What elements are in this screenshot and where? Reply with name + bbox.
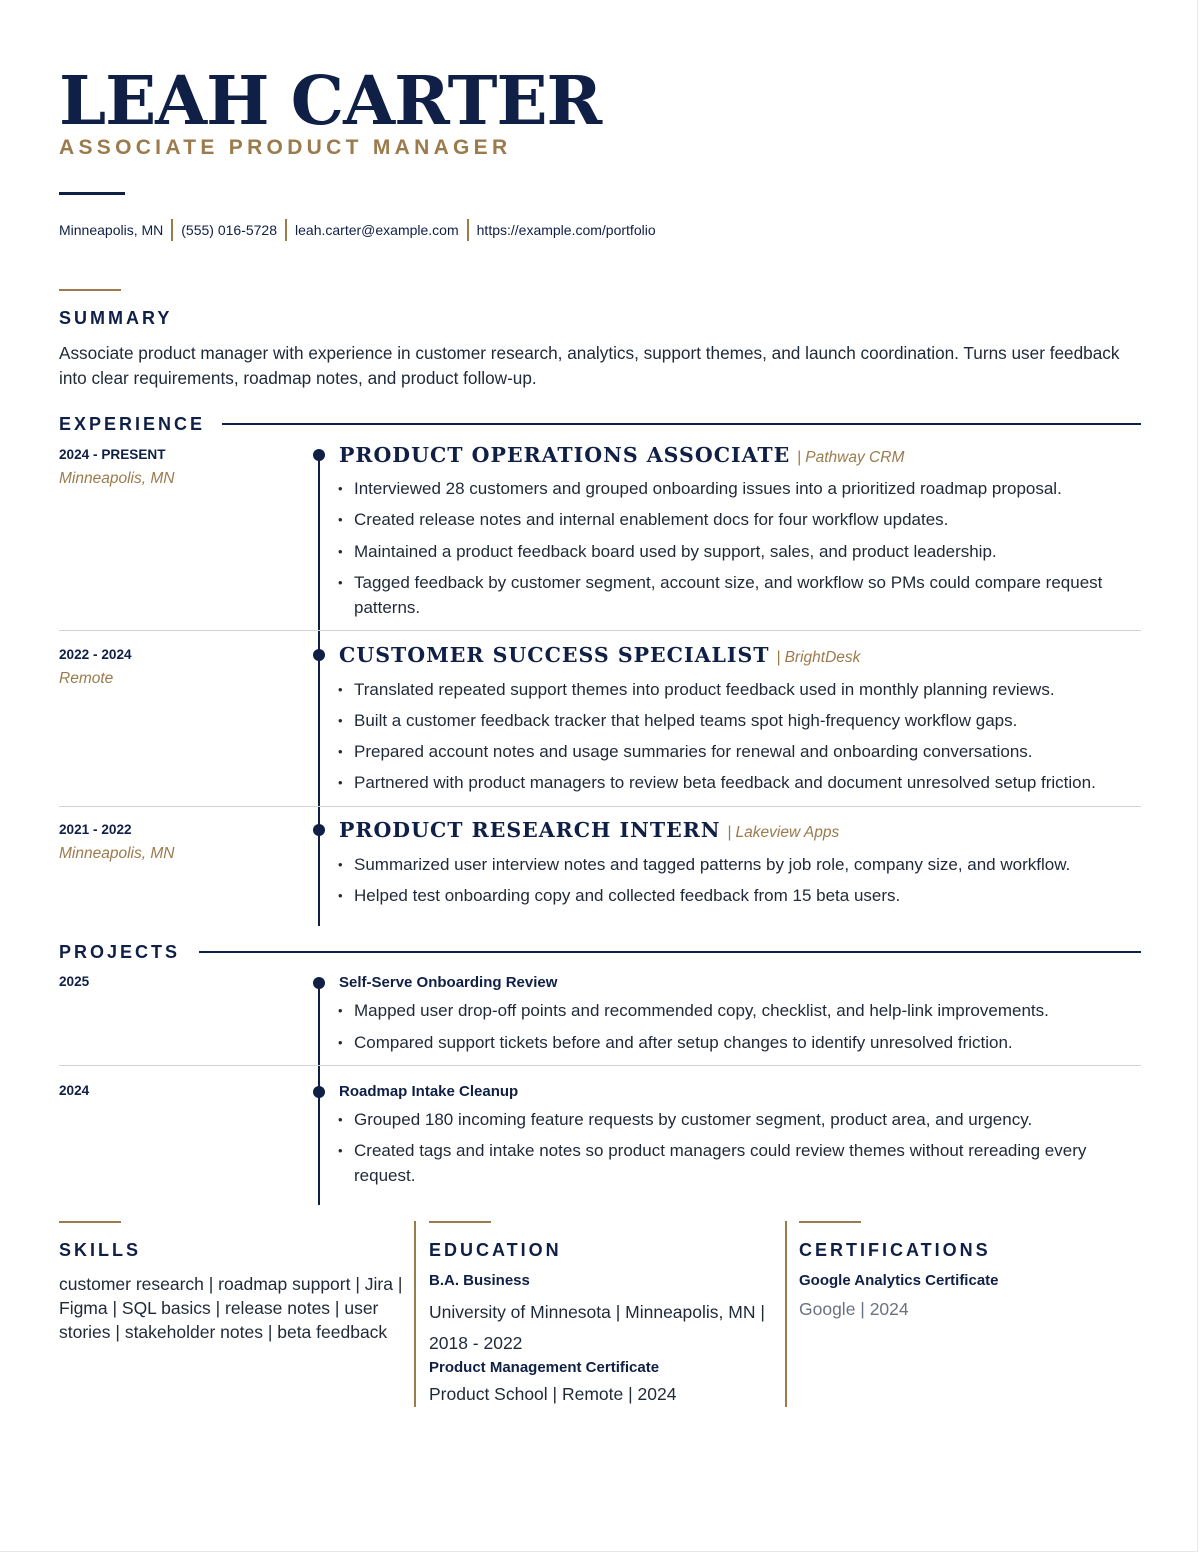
job-location: Minneapolis, MN xyxy=(59,470,175,487)
project-bullet: • Created tags and intake notes so product managers could review themes without rereading every request. xyxy=(338,1141,1087,1185)
job-bullet: • Partnered with product managers to review beta feedback and document unresolved setup friction. xyxy=(338,773,1096,792)
contact-location: Minneapolis, MN xyxy=(59,222,164,238)
job-location: Minneapolis, MN xyxy=(59,845,175,862)
education-accent-rule xyxy=(429,1221,491,1223)
job-bullet: • Tagged feedback by customer segment, account size, and workflow so PMs could compare request patterns. xyxy=(338,573,1103,617)
timeline-dot xyxy=(313,649,325,661)
job-company: | Lakeview Apps xyxy=(727,824,840,841)
summary-text: Associate product manager with experience in customer research, analytics, support themes, and launch coordination. Turns user feedback into clear requirements, roadmap notes, and product follow-up. xyxy=(59,343,1120,388)
contact-bar xyxy=(59,218,656,242)
header-divider xyxy=(59,192,125,195)
contact-portfolio-link[interactable]: https://example.com/portfolio xyxy=(476,222,656,238)
experience-timeline xyxy=(318,452,320,926)
job-bullet: • Translated repeated support themes into product feedback used in monthly planning reviews. xyxy=(338,680,1055,699)
project-bullet: • Grouped 180 incoming feature requests by customer segment, product area, and urgency. xyxy=(338,1110,1033,1129)
education-degree: B.A. Business xyxy=(429,1272,530,1289)
job-heading xyxy=(339,643,860,667)
job-title: CUSTOMER SUCCESS SPECIALIST xyxy=(339,643,770,667)
job-dates: 2022 - 2024 xyxy=(59,647,132,662)
job-bullet: • Created release notes and internal enablement docs for four workflow updates. xyxy=(338,510,949,529)
timeline-dot xyxy=(313,824,325,836)
projects-heading-rule xyxy=(199,951,1141,953)
education-heading: EDUCATION xyxy=(429,1240,562,1260)
skills-heading: SKILLS xyxy=(59,1240,142,1260)
job-heading xyxy=(339,818,839,842)
contact-phone[interactable]: (555) 016-5728 xyxy=(181,222,278,238)
project-bullet: • Compared support tickets before and after setup changes to identify unresolved friction. xyxy=(338,1033,1013,1052)
candidate-role: ASSOCIATE PRODUCT MANAGER xyxy=(59,136,512,159)
job-divider xyxy=(59,806,1141,807)
summary-heading: SUMMARY xyxy=(59,308,173,328)
job-title: PRODUCT RESEARCH INTERN xyxy=(339,818,721,842)
job-company: | BrightDesk xyxy=(776,649,861,666)
contact-separator xyxy=(171,219,173,241)
job-bullet: • Interviewed 28 customers and grouped onboarding issues into a prioritized roadmap proposal. xyxy=(338,479,1062,498)
job-bullet: • Built a customer feedback tracker that helped teams spot high-frequency workflow gaps. xyxy=(338,711,1018,730)
certification-details: Google | 2024 xyxy=(799,1299,909,1319)
job-divider xyxy=(59,630,1141,631)
certification-name: Google Analytics Certificate xyxy=(799,1272,999,1289)
education-degree: Product Management Certificate xyxy=(429,1359,660,1376)
education-details: University of Minnesota | Minneapolis, MN | 2018 - 2022 xyxy=(429,1302,765,1353)
experience-heading: EXPERIENCE xyxy=(59,414,206,434)
job-bullet: • Helped test onboarding copy and collected feedback from 15 beta users. xyxy=(338,886,901,905)
summary-accent-rule xyxy=(59,289,121,291)
experience-heading-rule xyxy=(222,423,1141,425)
certifications-accent-rule xyxy=(799,1221,861,1223)
contact-separator xyxy=(285,219,287,241)
job-company: | Pathway CRM xyxy=(797,449,905,466)
projects-heading: PROJECTS xyxy=(59,942,181,962)
project-divider xyxy=(59,1065,1141,1066)
timeline-dot xyxy=(313,977,325,989)
candidate-name: LEAH CARTER xyxy=(59,61,602,140)
column-divider xyxy=(785,1221,787,1407)
education-details: Product School | Remote | 2024 xyxy=(429,1384,677,1404)
timeline-dot xyxy=(313,449,325,461)
timeline-dot xyxy=(313,1086,325,1098)
project-year: 2024 xyxy=(59,1083,90,1098)
skills-list: customer research | roadmap support | Jira | Figma | SQL basics | release notes | user stories | stakeholder notes | beta feedback xyxy=(59,1274,403,1342)
job-title: PRODUCT OPERATIONS ASSOCIATE xyxy=(339,443,791,467)
certifications-heading: CERTIFICATIONS xyxy=(799,1240,991,1260)
contact-separator xyxy=(467,219,469,241)
skills-accent-rule xyxy=(59,1221,121,1223)
job-bullet: • Maintained a product feedback board used by support, sales, and product leadership. xyxy=(338,542,997,561)
column-divider xyxy=(414,1221,416,1407)
project-title: Self-Serve Onboarding Review xyxy=(339,974,558,991)
project-title: Roadmap Intake Cleanup xyxy=(339,1083,519,1100)
job-heading xyxy=(339,443,904,467)
job-dates: 2024 - PRESENT xyxy=(59,447,166,462)
project-year: 2025 xyxy=(59,974,90,989)
project-bullet: • Mapped user drop-off points and recommended copy, checklist, and help-link improvements. xyxy=(338,1001,1049,1020)
contact-email[interactable]: leah.carter@example.com xyxy=(295,222,459,238)
job-bullet: • Summarized user interview notes and tagged patterns by job role, company size, and workflow. xyxy=(338,855,1071,874)
job-dates: 2021 - 2022 xyxy=(59,822,132,837)
job-location: Remote xyxy=(59,670,114,687)
job-bullet: • Prepared account notes and usage summaries for renewal and onboarding conversations. xyxy=(338,742,1033,761)
